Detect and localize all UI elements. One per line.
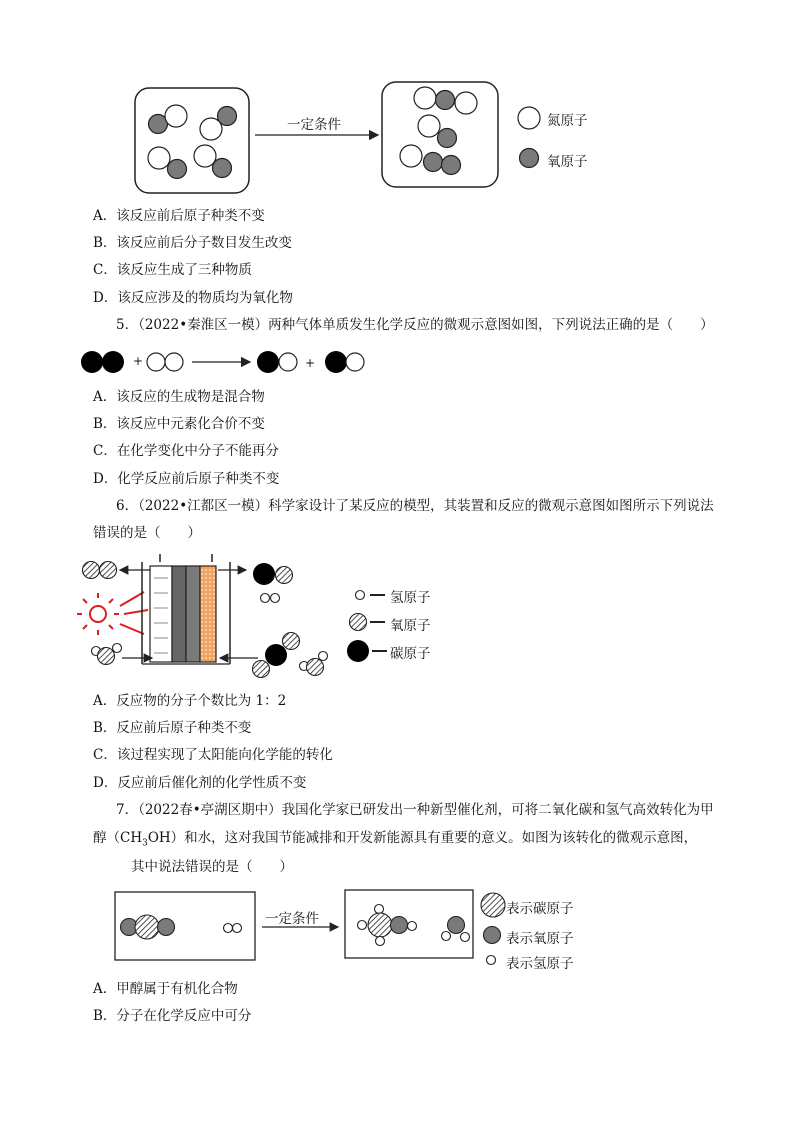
legend-hydrogen-label: 表示氢原子 [506, 956, 574, 972]
oxygen-atom [391, 917, 408, 934]
oxygen-atom [283, 633, 300, 650]
white-atom [147, 353, 165, 371]
q7-stem-line1: 7．（2022春•亭湖区期中）我国化学家已研发出一种新型催化剂，可将二氧化碳和氢气高效转化为甲 [116, 802, 714, 818]
carbon-atom [135, 915, 159, 939]
legend-nitrogen-label: 氮原子 [547, 113, 588, 129]
q5-option-b: B．该反应中元素化合价不变 [93, 416, 265, 432]
catalyst-layer [200, 566, 216, 662]
oxygen-atom [213, 159, 232, 178]
white-atom [279, 353, 297, 371]
q4-option-c: C．该反应生成了三种物质 [93, 262, 252, 278]
carbon-atom [368, 913, 392, 937]
nitrogen-atom [148, 147, 170, 169]
reaction-diagram-q7 [0, 885, 794, 965]
oxygen-atom [307, 659, 324, 676]
q6-option-a: A．反应物的分子个数比为 1：2 [93, 693, 287, 709]
hydrogen-atom [375, 905, 384, 914]
legend-oxygen-label: 氧原子 [390, 618, 431, 634]
hydrogen-atom [358, 921, 367, 930]
reaction-diagram-q5 [0, 345, 794, 385]
oxygen-atom [253, 661, 270, 678]
hydrogen-atom [233, 924, 242, 933]
oxygen-atom [442, 156, 461, 175]
light-rays [120, 592, 148, 634]
nitrogen-atom [418, 115, 440, 137]
hydrogen-atom [261, 594, 270, 603]
q5-option-a: A．该反应的生成物是混合物 [93, 389, 265, 405]
legend-carbon-icon [347, 640, 369, 662]
legend-hydrogen-label: 氢原子 [390, 590, 431, 606]
legend-hydrogen-icon [356, 591, 365, 600]
q7-option-a: A．甲醇属于有机化合物 [93, 981, 238, 997]
hydrogen-atom [442, 932, 451, 941]
oxygen-atom [98, 648, 115, 665]
membrane-layer [172, 566, 186, 662]
black-atom [257, 351, 279, 373]
q4-option-d: D．该反应涉及的物质均为氧化物 [93, 290, 293, 306]
nitrogen-atom [194, 145, 216, 167]
q6-option-c: C．该过程实现了太阳能向化学能的转化 [93, 747, 333, 763]
electrode-panel [150, 566, 172, 662]
q7-stem-line2-part1: 醇（CH [93, 830, 143, 846]
plus-sign: + [305, 356, 316, 370]
legend-nitrogen-icon [518, 107, 540, 129]
hydrogen-atom [376, 937, 385, 946]
hydrogen-atom [271, 594, 280, 603]
carbon-atom [265, 644, 287, 666]
oxygen-atom [83, 562, 100, 579]
q6-stem-line1: 6．（2022•江都区一模）科学家设计了某反应的模型，其装置和反应的微观示意图如图所示下列说法 [116, 498, 714, 514]
legend-carbon-icon [481, 893, 505, 917]
reaction-diagram-q4 [0, 0, 794, 200]
oxygen-atom [158, 919, 175, 936]
q5-option-d: D．化学反应前后原子种类不变 [93, 471, 280, 487]
oxygen-atom [276, 567, 293, 584]
nitrogen-atom [455, 92, 477, 114]
nitrogen-atom [165, 105, 187, 127]
legend-carbon-label: 碳原子 [390, 646, 431, 662]
oxygen-atom [436, 91, 455, 110]
oxygen-atom [448, 917, 465, 934]
carbon-atom [253, 563, 275, 585]
black-atom [325, 351, 347, 373]
sun-icon [77, 593, 119, 635]
legend-oxygen-icon [484, 927, 501, 944]
oxygen-atom [100, 562, 117, 579]
q5-stem: 5．（2022•秦淮区一模）两种气体单质发生化学反应的微观示意图如图，下列说法正确的是（ ） [116, 317, 714, 333]
q7-option-b: B．分子在化学反应中可分 [93, 1008, 252, 1024]
arrow-condition-label: 一定条件 [265, 911, 319, 927]
white-atom [346, 353, 364, 371]
hydrogen-atom [461, 933, 470, 942]
legend-hydrogen-icon [487, 956, 496, 965]
legend-oxygen-icon [520, 149, 539, 168]
oxygen-atom [218, 107, 237, 126]
q7-subscript: 3 [142, 838, 148, 849]
white-atom [165, 353, 183, 371]
nitrogen-atom [400, 145, 422, 167]
oxygen-atom [438, 129, 457, 148]
q6-option-d: D．反应前后催化剂的化学性质不变 [93, 775, 307, 791]
hydrogen-atom [113, 644, 122, 653]
q7-stem-line3: 其中说法错误的是（ ） [131, 859, 293, 875]
arrow-condition-label: 一定条件 [287, 117, 341, 133]
black-atom [81, 351, 103, 373]
q7-stem-line2-part2: OH）和水，这对我国节能减排和开发新能源具有重要的意义。如图为该转化的微观示意图， [147, 830, 698, 846]
q4-option-a: A．该反应前后原子种类不变 [93, 208, 265, 224]
q6-stem-line2: 错误的是（ ） [93, 525, 201, 541]
legend-oxygen-label: 表示氧原子 [506, 931, 574, 947]
hydrogen-atom [408, 922, 417, 931]
oxygen-atom [424, 153, 443, 172]
legend-oxygen-label: 氧原子 [547, 154, 588, 170]
membrane-layer [186, 566, 200, 662]
q4-option-b: B．该反应前后分子数目发生改变 [93, 235, 292, 251]
hydrogen-atom [319, 652, 328, 661]
plus-sign: + [133, 354, 144, 368]
q7-stem-line2 [93, 829, 697, 853]
legend-oxygen-icon [350, 614, 367, 631]
black-atom [102, 351, 124, 373]
q6-option-b: B．反应前后原子种类不变 [93, 720, 252, 736]
hydrogen-atom [224, 924, 233, 933]
oxygen-atom [168, 160, 187, 179]
legend-carbon-label: 表示碳原子 [506, 901, 574, 917]
reactant-box [135, 88, 249, 193]
nitrogen-atom [414, 87, 436, 109]
q5-option-c: C．在化学变化中分子不能再分 [93, 443, 279, 459]
